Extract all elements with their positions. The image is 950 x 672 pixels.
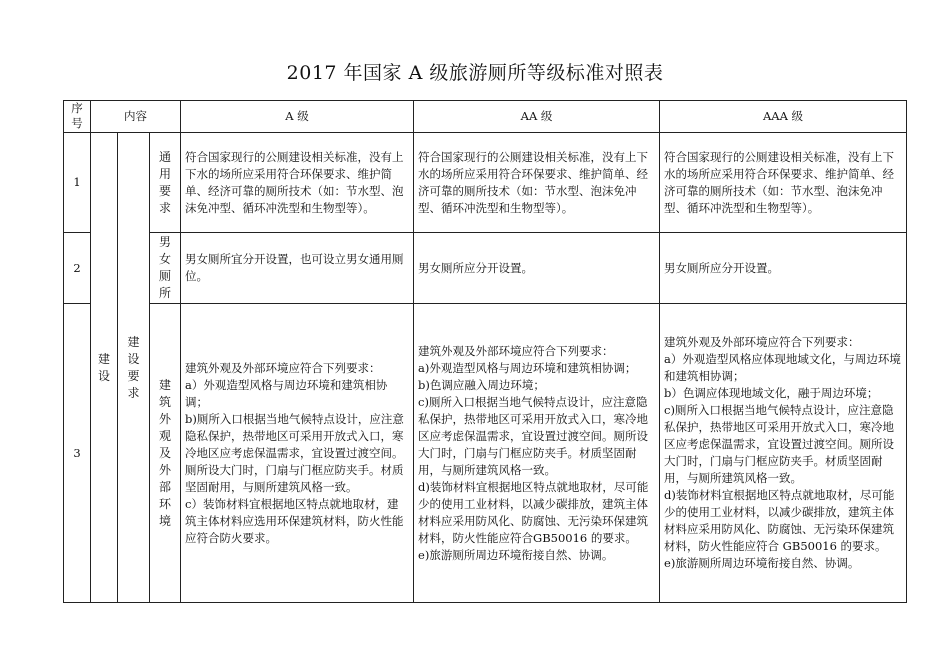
row-item: 通用要求 [150,133,181,233]
category-level2: 建设要求 [118,133,150,603]
cell-aa-level: 符合国家现行的公厕建设相关标准，没有上下水的场所应采用符合环保要求、维护简单、经济可靠的厕所技术（如：节水型、泡沫免冲型、循环冲洗型和生物型等）。 [414,133,660,233]
table-header-row [64,101,907,133]
standards-table [63,100,907,603]
header-seq: 序号 [64,101,91,133]
header-aaa-level: AAA 级 [660,101,907,133]
category-level1: 建设 [91,133,118,603]
cell-aaa-level: 符合国家现行的公厕建设相关标准，没有上下水的场所应采用符合环保要求、维护简单、经济可靠的厕所技术（如：节水型、泡沫免冲型、循环冲洗型和生物型等）。 [660,133,907,233]
header-aa-level: AA 级 [414,101,660,133]
cell-a-level: 建筑外观及外部环境应符合下列要求： a）外观造型风格与周边环境和建筑相协调； b)厕所入口根据当地气候特点设计，应注意隐私保护，热带地区可采用开放式入口，寒冷地区应考虑保温需求，宜设置过渡空间。厕所设大门时，门扇与门框应防夹手。材质坚固耐用，与厕所建筑风格一致。 c）装饰材料宜根据地区特点就地取材，建筑主体材料应选用环保建筑材料，防火性能应符合防火要求。 [181,304,414,603]
table-row [64,233,907,304]
cell-aaa-level: 建筑外观及外部环境应符合下列要求： a）外观造型风格应体现地域文化，与周边环境和建筑相协调； b）色调应体现地域文化，融于周边环境； c)厕所入口根据当地气候特点设计，应注意隐私保护，热带地区可采用开放式入口，寒冷地区应考虑保温需求，宜设置过渡空间。厕所设大门时，门扇与门框应防夹手。材质坚固耐用，与厕所建筑风格一致。 d)装饰材料宜根据地区特点就地取材，尽可能少的使用工业材料，以减少碳排放，建筑主体材料应采用防风化、防腐蚀、无污染环保建筑材料，防火性能应符合 GB50016 的要求。 e)旅游厕所周边环境衔接自然、协调。 [660,304,907,603]
cell-aa-level: 男女厕所应分开设置。 [414,233,660,304]
header-a-level: A 级 [181,101,414,133]
cell-aa-level: 建筑外观及外部环境应符合下列要求： a)外观造型风格与周边环境和建筑相协调； b)色调应融入周边环境； c)厕所入口根据当地气候特点设计，应注意隐私保护，热带地区可采用开放式入口，寒冷地区应考虑保温需求，宜设置过渡空间。厕所设大门时，门扇与门框应防夹手。材质坚固耐用，与厕所建筑风格一致。 d)装饰材料宜根据地区特点就地取材，尽可能少的使用工业材料，以减少碳排放，建筑主体材料应采用防风化、防腐蚀、无污染环保建筑材料，防火性能应符合GB50016 的要求。 e)旅游厕所周边环境衔接自然、协调。 [414,304,660,603]
table-row [64,304,907,603]
header-content: 内容 [91,101,181,133]
cell-a-level: 符合国家现行的公厕建设相关标准，没有上下水的场所应采用符合环保要求、维护简单、经济可靠的厕所技术（如：节水型、泡沫免冲型、循环冲洗型和生物型等）。 [181,133,414,233]
cell-a-level: 男女厕所宜分开设置，也可设立男女通用厕位。 [181,233,414,304]
table-row [64,133,907,233]
row-item: 男女厕所 [150,233,181,304]
row-number: 3 [64,304,91,603]
row-item: 建筑外观及外部环境 [150,304,181,603]
row-number: 1 [64,133,91,233]
cell-aaa-level: 男女厕所应分开设置。 [660,233,907,304]
row-number: 2 [64,233,91,304]
page-title: 2017 年国家 A 级旅游厕所等级标准对照表 [286,62,664,84]
